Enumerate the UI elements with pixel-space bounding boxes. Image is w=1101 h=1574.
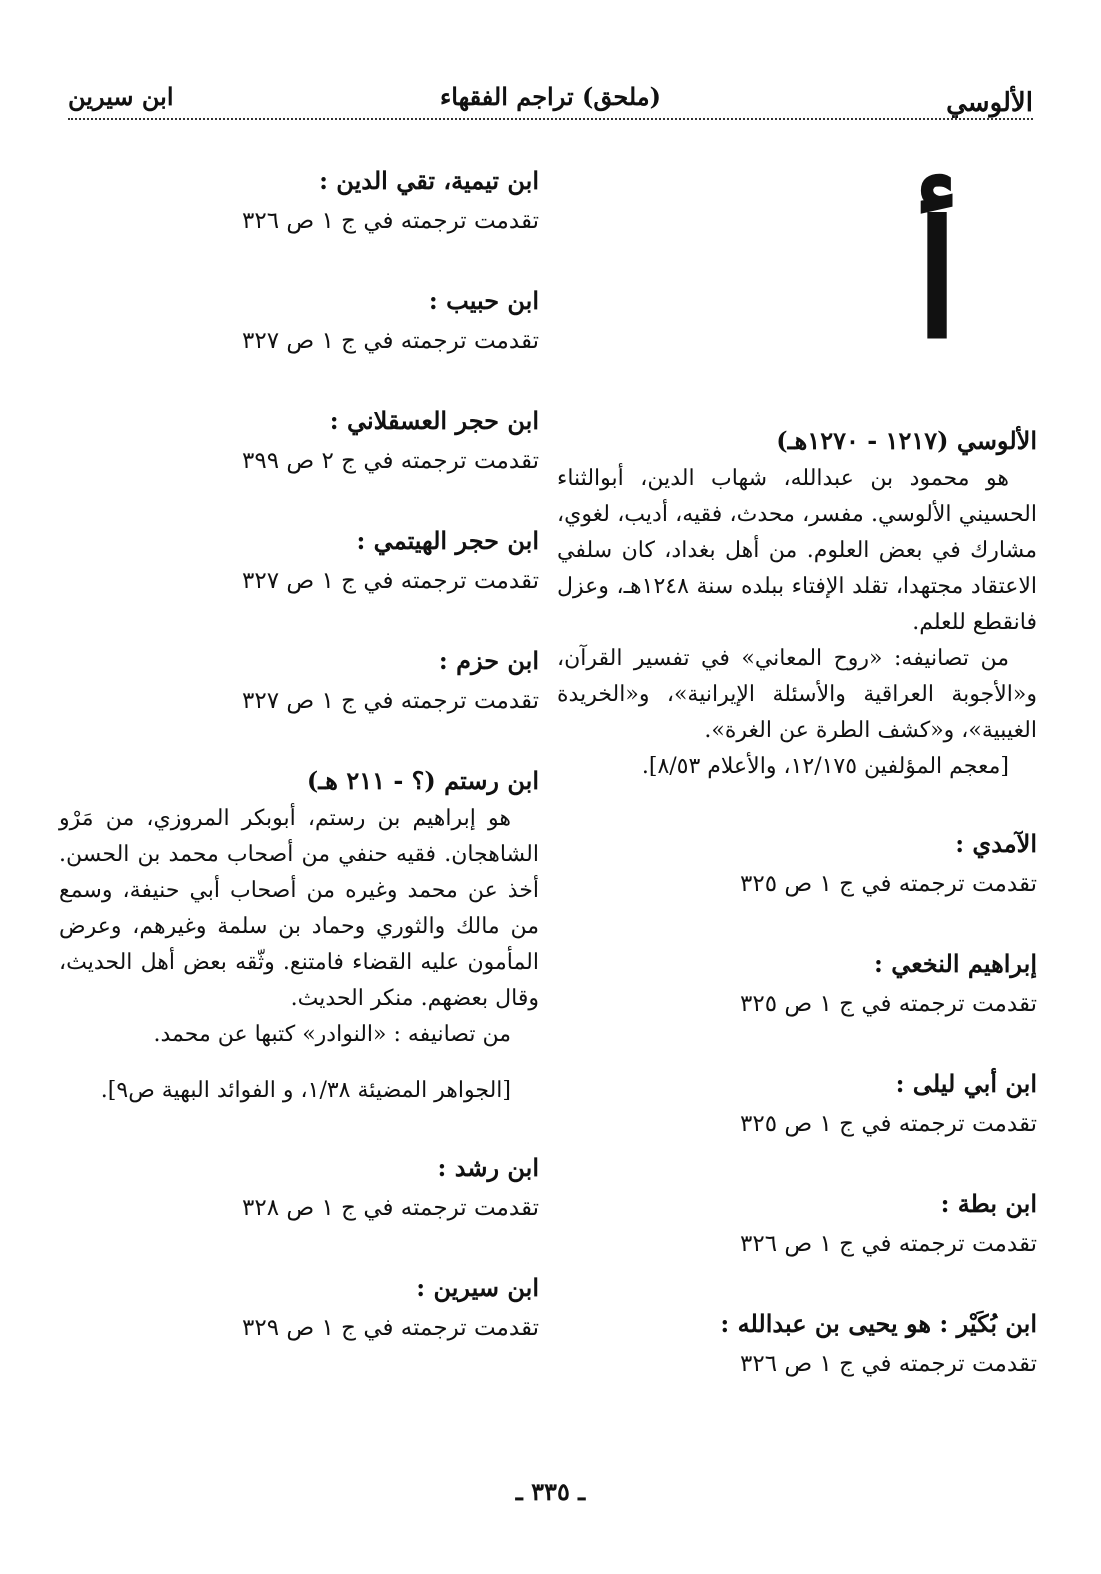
- entry-alusi: [557, 420, 1037, 785]
- entry-title: إبراهيم النخعي :: [874, 949, 1037, 978]
- header-right-term: الألوسي: [946, 88, 1033, 118]
- section-letter: أ: [914, 186, 960, 374]
- entry-nakhai: [557, 943, 1037, 1025]
- entry-ibn-bukayr: [557, 1303, 1037, 1385]
- entry-title: ابن رشد :: [437, 1153, 539, 1182]
- entry-ibn-hazm: [59, 640, 539, 722]
- entry-title: ابن حبيب :: [428, 286, 539, 315]
- entry-works: من تصانيفه : «النوادر» كتبها عن محمد.: [153, 1022, 511, 1047]
- entry-title: ابن بطة :: [940, 1189, 1037, 1218]
- entry-reference: تقدمت ترجمته في ج ١ ص ٣٢٧: [241, 328, 539, 354]
- entry-reference: تقدمت ترجمته في ج ١ ص ٣٢٥: [739, 991, 1037, 1017]
- entry-title: ابن رستم (؟ - ٢١١ هـ): [306, 766, 539, 795]
- entry-title: ابن بُكَيْر : هو يحيى بن عبدالله :: [720, 1309, 1037, 1338]
- left-column: [59, 160, 539, 1450]
- entry-ibn-taymiyya: [59, 160, 539, 242]
- page-number: ـ ٣٣٥ ـ: [515, 1477, 586, 1506]
- entry-title: ابن حجر الهيتمي :: [356, 526, 539, 555]
- entry-ibn-rushd: [59, 1147, 539, 1229]
- entry-reference: تقدمت ترجمته في ج ١ ص ٣٢٦: [739, 1351, 1037, 1377]
- entry-ibn-sirin: [59, 1267, 539, 1349]
- entry-title: ابن حجر العسقلاني :: [329, 406, 539, 435]
- entry-ibn-rustam: [59, 760, 539, 1109]
- header-title: (ملحق) تراجم الفقهاء: [439, 82, 662, 111]
- entry-ibn-hajar-haytami: [59, 520, 539, 602]
- entry-title: ابن سيرين :: [416, 1273, 539, 1302]
- entry-works: من تصانيفه: «روح المعاني» في تفسير القرآن، و«الأجوبة العراقية والأسئلة الإيرانية»، و«الخريدة الغيبية»، و«كشف الطرة عن الغرة».: [557, 646, 1037, 743]
- entry-biography: هو محمود بن عبدالله، شهاب الدين، أبوالثناء الحسيني الألوسي. مفسر، محدث، فقيه، أديب، لغوي، مشارك في بعض العلوم. من أهل بغداد، كان سلفي الاعتقاد مجتهدا، تقلد الإفتاء ببلده سنة ١٢٤٨هـ، وعزل فانقطع للعلم.: [557, 466, 1037, 635]
- entry-ibn-hajar-asqalani: [59, 400, 539, 482]
- entry-reference: تقدمت ترجمته في ج ١ ص ٣٢٥: [739, 871, 1037, 897]
- entry-sources: [معجم المؤلفين ١٢/١٧٥، والأعلام ٨/٥٣].: [641, 754, 1009, 779]
- entry-sources: [الجواهر المضيئة ١/٣٨، و الفوائد البهية ص٩].: [100, 1078, 511, 1103]
- entry-reference: تقدمت ترجمته في ج ١ ص ٣٢٦: [739, 1231, 1037, 1257]
- entry-title: ابن حزم :: [438, 646, 539, 675]
- entry-amidi: [557, 823, 1037, 905]
- entry-title: ابن تيمية، تقي الدين :: [319, 166, 539, 195]
- entry-title: الألوسي (١٢١٧ - ١٢٧٠هـ): [776, 426, 1037, 455]
- entry-reference: تقدمت ترجمته في ج ١ ص ٣٢٦: [241, 208, 539, 234]
- header-left-term: ابن سيرين: [68, 82, 174, 111]
- entry-ibn-batta: [557, 1183, 1037, 1265]
- entry-biography: هو إبراهيم بن رستم، أبوبكر المروزي، من مَرْو الشاهجان. فقيه حنفي من أصحاب محمد بن الحسن. أخذ عن محمد وغيره من أصحاب أبي حنيفة، وسمع من مالك والثوري وحماد بن سلمة وغيرهم، وعرض المأمون عليه القضاء فامتنع. وثّقه بعض أهل الحديث، وقال بعضهم. منكر الحديث.: [59, 806, 539, 1011]
- right-column: [557, 160, 1037, 1450]
- running-header: [68, 78, 1033, 120]
- entry-title: ابن أبي ليلى :: [895, 1069, 1037, 1098]
- entry-reference: تقدمت ترجمته في ج ٢ ص ٣٩٩: [241, 448, 539, 474]
- entry-title: الآمدي :: [955, 829, 1037, 858]
- entry-reference: تقدمت ترجمته في ج ١ ص ٣٢٨: [241, 1195, 539, 1221]
- entry-reference: تقدمت ترجمته في ج ١ ص ٣٢٧: [241, 688, 539, 714]
- entry-ibn-abi-layla: [557, 1063, 1037, 1145]
- entry-reference: تقدمت ترجمته في ج ١ ص ٣٢٧: [241, 568, 539, 594]
- entry-reference: تقدمت ترجمته في ج ١ ص ٣٢٥: [739, 1111, 1037, 1137]
- entry-reference: تقدمت ترجمته في ج ١ ص ٣٢٩: [241, 1315, 539, 1341]
- entry-ibn-habib: [59, 280, 539, 362]
